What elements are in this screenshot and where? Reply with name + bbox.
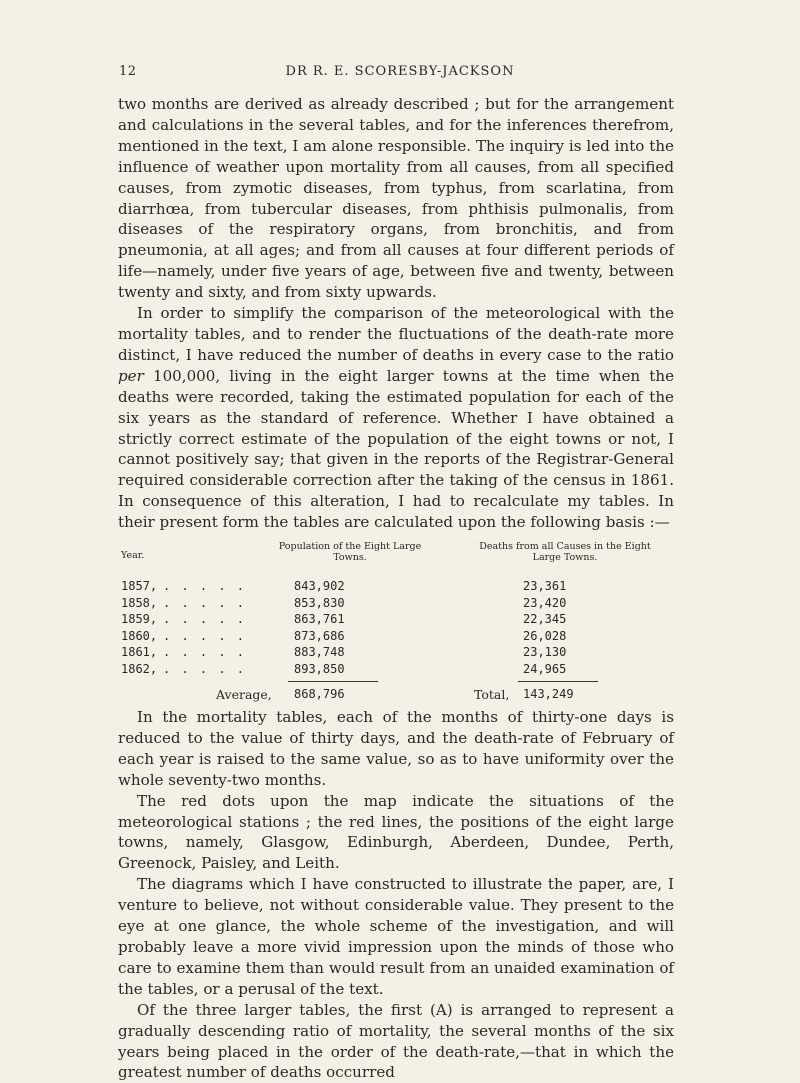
paragraph-emphasis: per — [118, 366, 144, 385]
paragraph-text: In order to simplify the comparison of the meteorological with the mortality tables, and to render the fluctuations of the death-rate more distinct, I have reduced the number of deaths in every case to the ratio — [118, 304, 674, 364]
leader-dots: . . . . . — [163, 645, 247, 659]
deaths-cell: 23,361 — [523, 579, 567, 593]
total-value: 143,249 — [523, 687, 574, 701]
table-footer — [118, 687, 674, 705]
average-value: 868,796 — [294, 687, 345, 701]
population-cell: 873,686 — [294, 628, 345, 643]
page-number: 12 — [119, 64, 137, 79]
deaths-cell: 22,345 — [523, 612, 567, 626]
population-cell: 853,830 — [294, 595, 345, 610]
body-text-top — [118, 94, 674, 533]
column-header-year: Year. — [121, 550, 145, 561]
paragraph: two months are derived as already described ; but for the arrangement and calculations in the several tables, and for the inferences therefrom, mentioned in the text, I am alone responsible. The inquiry is led into the influence of weather upon mortality from all causes, from all specified causes, from zymotic diseases, from typhus, from scarlatina, from diarrhœa, from tubercular diseases, from phthisis pulmonalis, from diseases of the respiratory organs, from bronchitis, and from pneumonia, at all ages; and from all causes at four different periods of life—namely, under five years of age, between five and twenty, between twenty and sixty, and from sixty upwards. — [118, 95, 674, 302]
page-header — [0, 64, 800, 84]
paragraph: In the mortality tables, each of the months of thirty-one days is reduced to the value of thirty days, and the death-rate of February of each year is raised to the same value, so as to have uniformity over the whole seventy-two months. — [118, 708, 674, 789]
paragraph-text: 100,000, living in the eight larger towns at the time when the deaths were recorded, taking the estimated population for each of the six years as the standard of reference. Whether I have obtained a strictly correct estimate of the population of the eight towns or not, I cannot positively say; that given in the reports of the Registrar-General required considerable correction after the taking of the census in 1861. In consequence of this alteration, I had to recalculate my tables. In their present form the tables are calculated upon the following basis :— — [118, 366, 674, 532]
year-cell: 1860, — [121, 628, 158, 643]
year-cell: 1859, — [121, 612, 158, 626]
population-cell: 893,850 — [294, 661, 345, 676]
table-row — [118, 662, 674, 679]
column-header-population: Population of the Eight Large Towns. — [278, 541, 422, 563]
deaths-cell: 26,028 — [523, 628, 567, 643]
deaths-cell: 23,130 — [523, 645, 567, 659]
table-row — [118, 579, 674, 596]
table-rule — [518, 681, 598, 682]
leader-dots: . . . . . — [163, 628, 247, 643]
table-row — [118, 612, 674, 629]
table-body — [118, 579, 674, 678]
body-text-bottom — [118, 707, 674, 1083]
paragraph — [118, 303, 674, 533]
table-row — [118, 645, 674, 662]
paragraph: Of the three larger tables, the first (A) is arranged to represent a gradually descending ratio of mortality, the several months of the six years being placed in the order of the death-rate,—that in which the greatest number of deaths occurred — [118, 1000, 674, 1082]
year-cell: 1857, — [121, 579, 158, 593]
leader-dots: . . . . . — [163, 661, 247, 676]
table-rule — [288, 681, 378, 682]
deaths-cell: 24,965 — [523, 661, 567, 676]
total-label: Total, — [474, 687, 510, 702]
table-row — [118, 629, 674, 646]
population-deaths-table — [118, 541, 674, 705]
year-cell: 1861, — [121, 645, 158, 659]
paragraph: The red dots upon the map indicate the situations of the meteorological stations ; the red lines, the positions of the eight large towns, namely, Glasgow, Edinburgh, Aberdeen, Dundee, Perth, Greenock, Paisley, and Leith. — [118, 791, 674, 873]
leader-dots: . . . . . — [163, 579, 247, 593]
table-header — [118, 541, 674, 579]
table-row — [118, 596, 674, 613]
population-cell: 883,748 — [294, 645, 345, 659]
paragraph: The diagrams which I have constructed to illustrate the paper, are, I venture to believe, not without considerable value. They present to the eye at one glance, the whole scheme of the investigation, and will probably leave a more vivid impression upon the minds of those who care to examine them than would result from an unaided examination of the tables, or a perusal of the text. — [118, 875, 674, 998]
population-cell: 843,902 — [294, 579, 345, 593]
average-label: Average, — [216, 687, 272, 702]
leader-dots: . . . . . — [163, 595, 247, 610]
deaths-cell: 23,420 — [523, 595, 567, 610]
running-head: DR R. E. SCORESBY-JACKSON — [285, 64, 515, 79]
year-cell: 1862, — [121, 661, 158, 676]
year-cell: 1858, — [121, 595, 158, 610]
leader-dots: . . . . . — [163, 612, 247, 626]
population-cell: 863,761 — [294, 612, 345, 626]
column-header-deaths: Deaths from all Causes in the Eight Large Towns. — [479, 541, 651, 563]
